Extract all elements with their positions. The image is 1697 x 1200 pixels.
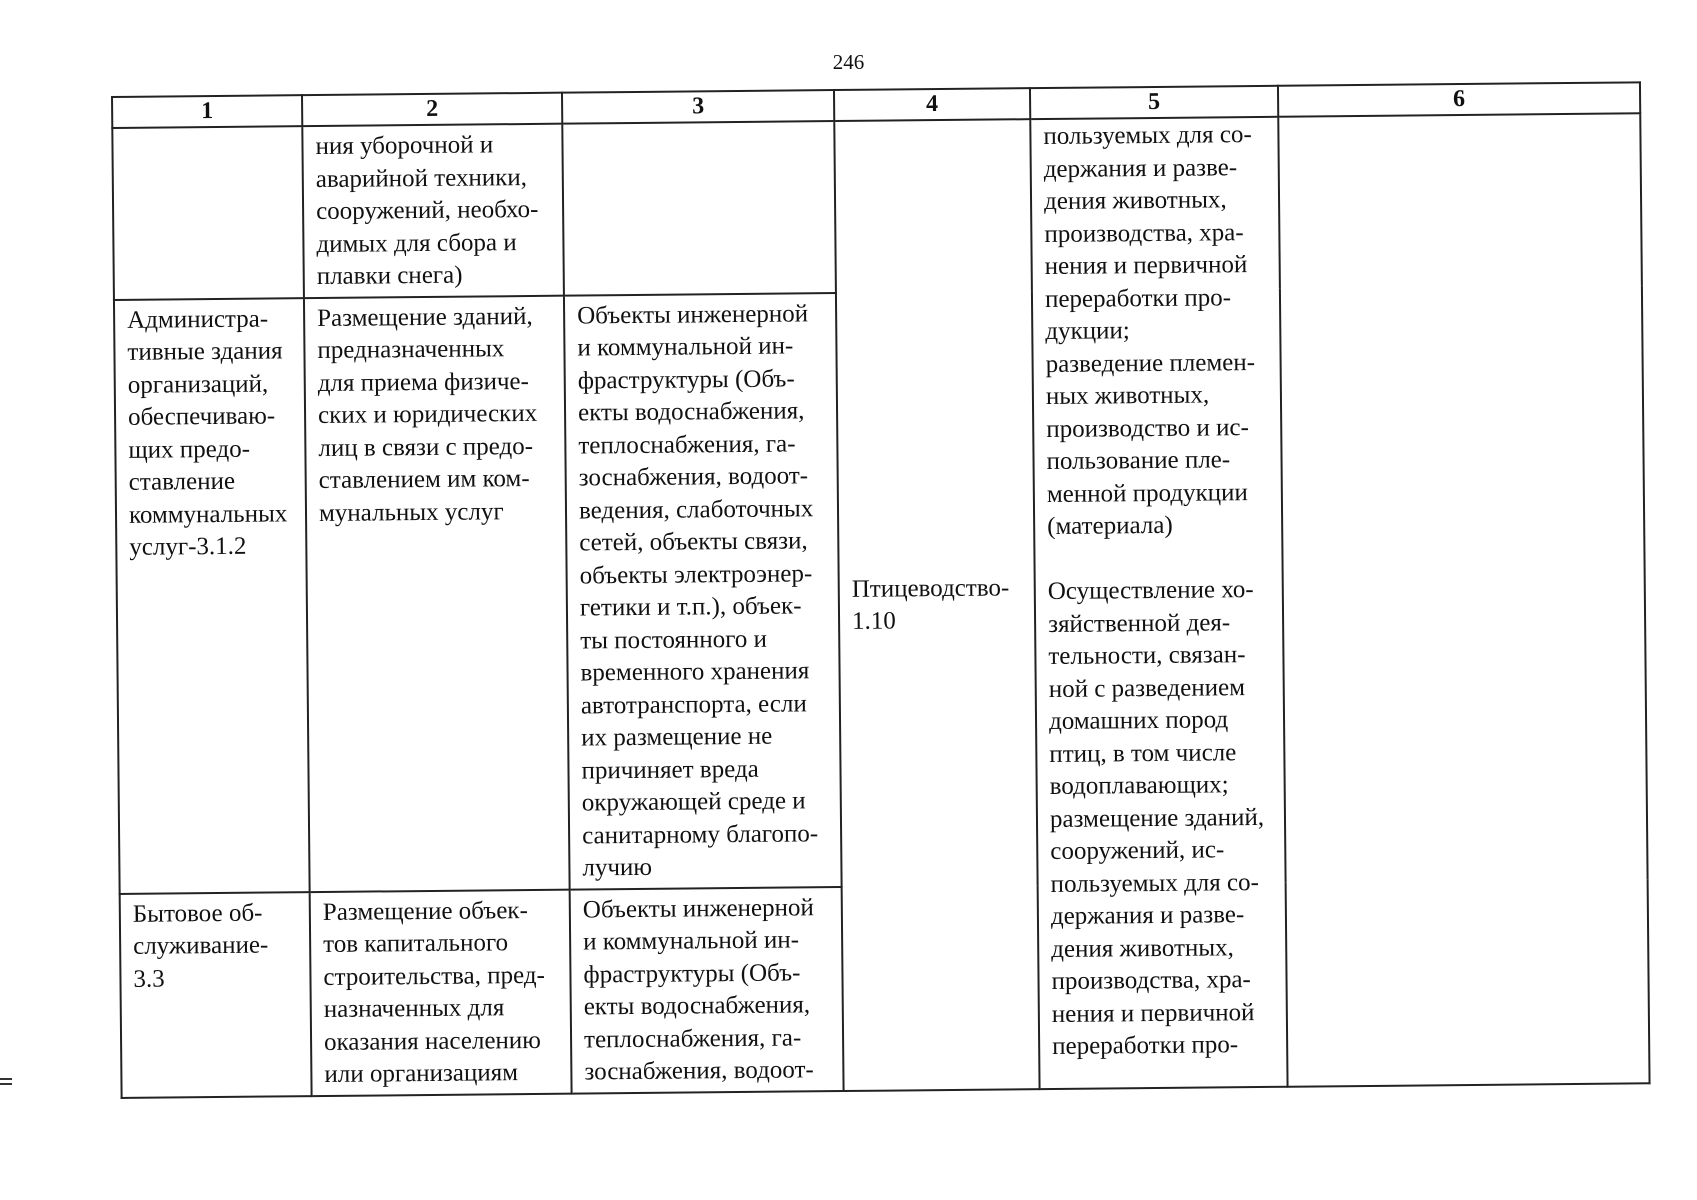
service-description-cell: Размещение объек- тов капитального строительства, пред- назначенных для оказания населению или организациям — [310, 889, 572, 1095]
continuation-col3-cell — [562, 121, 836, 295]
page-number: 246 — [832, 50, 865, 74]
header-cell-5: 5 — [1030, 86, 1278, 119]
header-cell-6: 6 — [1278, 82, 1640, 116]
header-cell-3: 3 — [562, 90, 834, 124]
service-category-cell: Бытовое об- служивание- 3.3 — [120, 892, 312, 1098]
document-table-sheet — [111, 81, 1649, 1096]
scan-edge-mark — [0, 1078, 12, 1092]
table-row-continuation — [112, 113, 1642, 299]
admin-infrastructure-cell: Объекты инженерной и коммунальной ин- фраструктуры (Объ- екты водоснабжения, теплоснабжения, га- зоснабжения, водоот- ведения, слаботочных сетей, объекты связи, объекты электроэнер- гетики и т.п.), объек- ты постоянного и временного хранения автотранспорта, если их размещение не причиняет вреда окружающей среде и санитарному благопо- лучию — [564, 293, 842, 890]
continuation-col1-cell — [112, 126, 304, 299]
admin-category-cell: Администра- тивные здания организаций, обеспечиваю- щих предо- ставление коммунальных услуг-3.1.2 — [114, 298, 310, 894]
poultry-description-cell: пользуемых для со- держания и разве- дения животных, производства, хра- нения и первичной переработки про- дукции; разведение племен- ных животных, производство и ис- пользование пле- менной продукции (материала) Осуществление хо- зяйственной дея- тельности, связан- ной с разведением домашних пород птиц, в том числе водоплавающих; размещение зданий, сооружений, ис- пользуемых для со- держания и разве- дения животных, производства, хра- нения и первичной переработки про- — [1030, 117, 1287, 1089]
land-use-table — [111, 81, 1651, 1098]
notes-cell — [1278, 113, 1649, 1086]
service-infrastructure-cell: Объекты инженерной и коммунальной ин- фраструктуры (Объ- екты водоснабжения, теплоснабжения, га- зоснабжения, водоот- — [570, 887, 844, 1094]
header-cell-2: 2 — [302, 93, 562, 126]
header-cell-4: 4 — [834, 88, 1030, 121]
continuation-col2-cell: ния уборочной и аварийной техники, сооружений, необхо- димых для сбора и плавки снега) — [302, 124, 564, 298]
header-cell-1: 1 — [112, 95, 302, 128]
poultry-category-cell: Птицеводство- 1.10 — [834, 119, 1039, 1090]
admin-description-cell: Размещение зданий, предназначенных для приема физиче- ских и юридических лиц в связи с предо- ставлением им ком- мунальных услуг — [304, 295, 570, 891]
